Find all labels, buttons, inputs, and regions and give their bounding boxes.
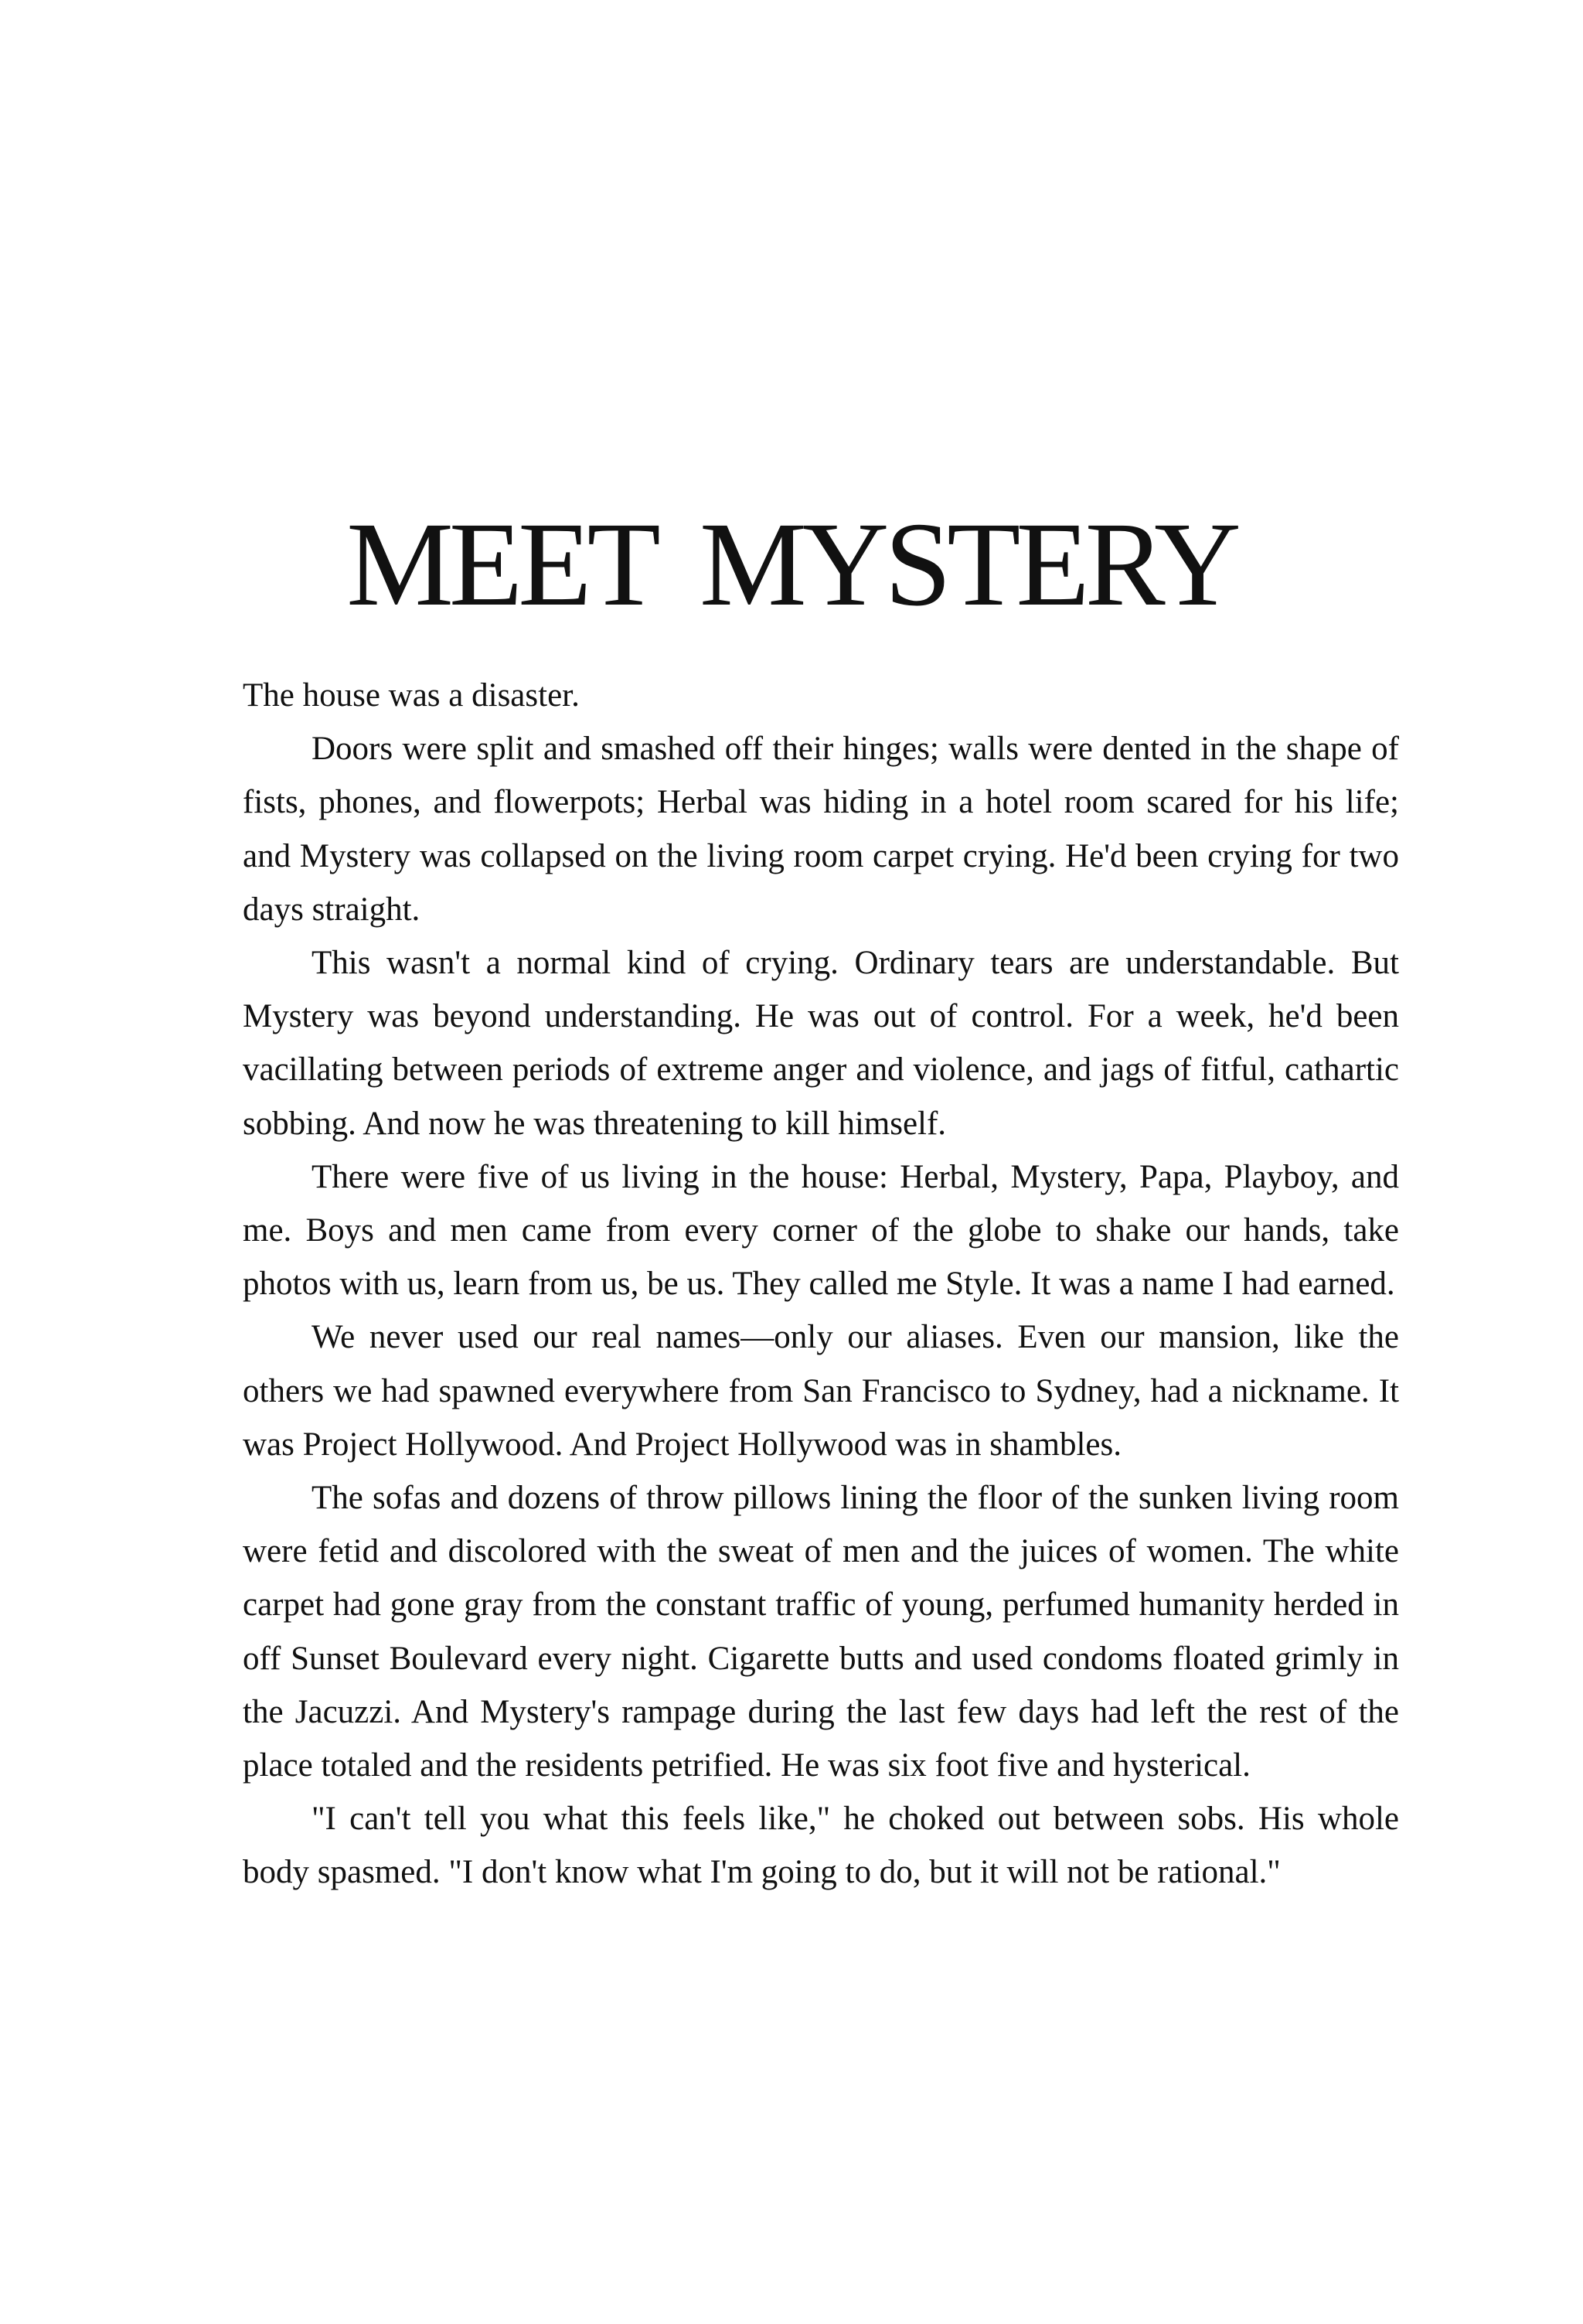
paragraph: The house was a disaster. bbox=[243, 677, 580, 714]
paragraph: This wasn't a normal kind of crying. Ordinary tears are understandable. But Mystery was beyond understanding. He was out of control. For a week, he'd been vacillating between periods of extreme anger and violence, and jags of fitful, cathartic sobbing. And now he was threatening to kill himself. bbox=[243, 945, 1399, 1142]
paragraph: "I can't tell you what this feels like," he choked out between sobs. His whole body spasmed. "I don't know what I'm going to do, but it will not be rational." bbox=[243, 1801, 1399, 1891]
paragraph: Doors were split and smashed off their hinges; walls were dented in the shape of fists, phones, and flowerpots; Herbal was hiding in a hotel room scared for his life; and Mystery was collapsed on the living room carpet crying. He'd been crying for two days straight. bbox=[243, 731, 1399, 928]
paragraph: We never used our real names—only our aliases. Even our mansion, like the others we had spawned everywhere from San Francisco to Sydney, had a nickname. It was Project Hollywood. And Project Hollywood was in shambles. bbox=[243, 1319, 1399, 1463]
chapter-title: MEET MYSTERY bbox=[346, 497, 1237, 631]
paragraph: There were five of us living in the house: Herbal, Mystery, Papa, Playboy, and me. Boys and men came from every corner of the globe to shake our hands, take photos with us, learn from us, be us. They called me Style. It was a name I had earned. bbox=[243, 1158, 1399, 1303]
paragraph: The sofas and dozens of throw pillows lining the floor of the sunken living room were fetid and discolored with the sweat of men and the juices of women. The white carpet had gone gray from the constant traffic of young, perfumed humanity herded in off Sunset Boulevard every night. Cigarette butts and used condoms floated grimly in the Jacuzzi. And Mystery's rampage during the last few days had left the rest of the place totaled and the residents petrified. He was six foot five and hysterical. bbox=[243, 1480, 1399, 1784]
chapter-body bbox=[243, 669, 1399, 1900]
